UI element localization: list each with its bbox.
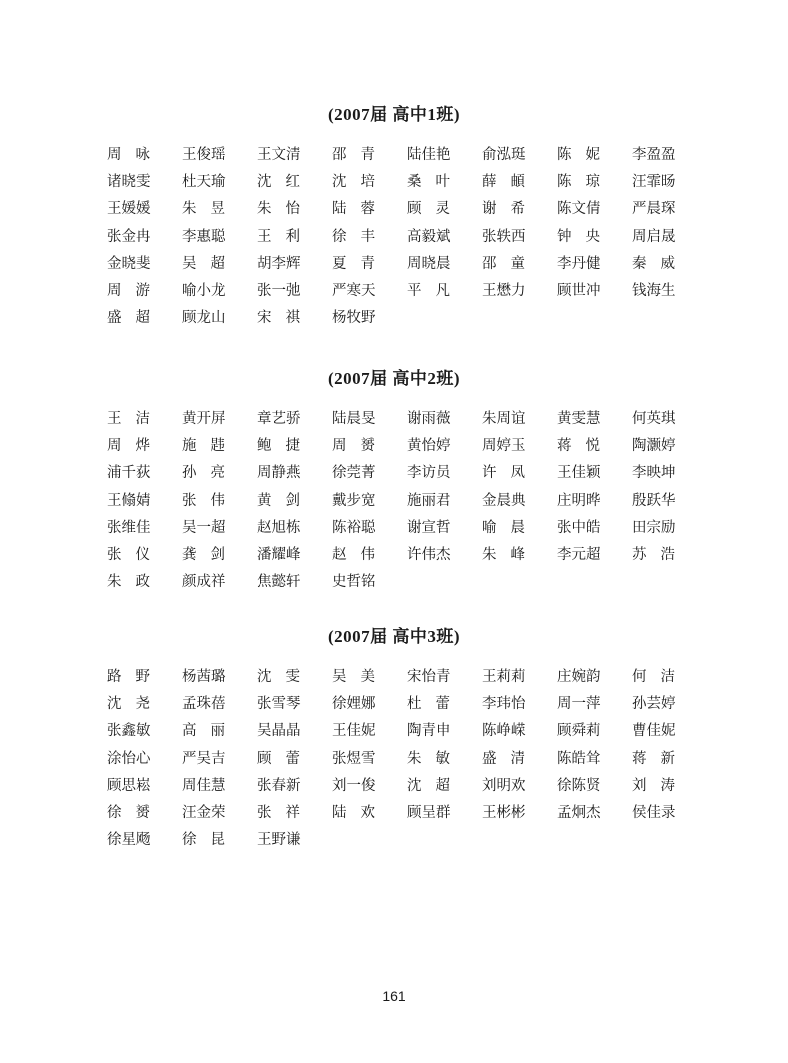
student-name: 李元超 <box>557 547 601 564</box>
student-name: 吴一超 <box>182 519 226 536</box>
student-name: 周赟 <box>332 438 389 455</box>
student-name: 桑叶 <box>407 174 464 191</box>
student-name: 潘耀峰 <box>257 547 301 564</box>
student-name: 龚剑 <box>182 547 239 564</box>
name-row <box>0 222 788 249</box>
section-heading: (2007届 高中3班) <box>327 627 461 646</box>
name-row <box>0 771 788 798</box>
student-name: 沈尧 <box>107 696 164 713</box>
student-name: 周启晟 <box>632 228 676 245</box>
student-name: 王利 <box>257 228 314 245</box>
name-row <box>0 744 788 771</box>
class-section-3 <box>0 622 788 852</box>
student-name: 蒋新 <box>632 750 689 767</box>
name-row <box>0 194 788 221</box>
student-name: 周佳慧 <box>182 777 226 794</box>
student-name: 谢宣哲 <box>407 519 451 536</box>
student-name: 周晓晨 <box>407 255 451 272</box>
student-name: 喻小龙 <box>182 283 226 300</box>
student-name: 孟炯杰 <box>557 805 601 822</box>
student-name: 侯佳录 <box>632 805 676 822</box>
student-name: 戴步宽 <box>332 492 376 509</box>
student-name: 吴美 <box>332 669 389 686</box>
student-name: 黄雯慧 <box>557 411 601 428</box>
student-name: 高丽 <box>182 723 239 740</box>
student-name: 王翛婧 <box>107 492 151 509</box>
student-name: 朱昱 <box>182 201 239 218</box>
student-name: 严晨琛 <box>632 201 676 218</box>
student-name: 沈超 <box>407 777 464 794</box>
student-name: 顾世冲 <box>557 283 601 300</box>
student-name: 庄婉韵 <box>557 669 601 686</box>
student-name: 陈文倩 <box>557 201 601 218</box>
student-name: 黄剑 <box>257 492 314 509</box>
student-name: 章艺骄 <box>257 411 301 428</box>
student-name: 涂怡心 <box>107 750 151 767</box>
name-grid <box>0 404 788 594</box>
student-name: 张一弛 <box>257 283 301 300</box>
student-name: 张伟 <box>182 492 239 509</box>
name-row <box>0 458 788 485</box>
student-name: 张祥 <box>257 805 314 822</box>
student-name: 陆欢 <box>332 805 389 822</box>
student-name: 杨茜璐 <box>182 669 226 686</box>
name-row <box>0 404 788 431</box>
student-name: 鲍捷 <box>257 438 314 455</box>
student-name: 何英琪 <box>632 411 676 428</box>
student-name: 顾呈群 <box>407 805 451 822</box>
student-name: 周咏 <box>107 147 164 164</box>
student-name: 路野 <box>107 669 164 686</box>
student-name: 高毅斌 <box>407 228 451 245</box>
student-name: 诸晓雯 <box>107 174 151 191</box>
name-row <box>0 540 788 567</box>
name-row <box>0 716 788 743</box>
student-name: 李访员 <box>407 465 451 482</box>
student-name: 曹佳妮 <box>632 723 676 740</box>
student-name: 朱敏 <box>407 750 464 767</box>
student-name: 王彬彬 <box>482 805 526 822</box>
name-row <box>0 689 788 716</box>
student-name: 黄开屏 <box>182 411 226 428</box>
student-name: 孙芸婷 <box>632 696 676 713</box>
student-name: 李丹健 <box>557 255 601 272</box>
student-name: 王俊瑶 <box>182 147 226 164</box>
student-name: 严寒天 <box>332 283 376 300</box>
name-row <box>0 140 788 167</box>
student-name: 周婷玉 <box>482 438 526 455</box>
student-name: 朱峰 <box>482 547 539 564</box>
student-name: 刘一俊 <box>332 777 376 794</box>
student-name: 严吴吉 <box>182 750 226 767</box>
student-name: 顾思崧 <box>107 777 151 794</box>
student-name: 殷跃华 <box>632 492 676 509</box>
student-name: 顾龙山 <box>182 310 226 327</box>
student-name: 汪金荣 <box>182 805 226 822</box>
name-row <box>0 825 788 852</box>
student-name: 盛清 <box>482 750 539 767</box>
student-name: 夏青 <box>332 255 389 272</box>
student-name: 蒋悦 <box>557 438 614 455</box>
name-row <box>0 167 788 194</box>
student-name: 李盈盈 <box>632 147 676 164</box>
name-row <box>0 276 788 303</box>
student-name: 徐娌娜 <box>332 696 376 713</box>
student-name: 俞泓珽 <box>482 147 526 164</box>
student-name: 杨牧野 <box>332 310 376 327</box>
student-name: 刘涛 <box>632 777 689 794</box>
student-name: 田宗励 <box>632 519 676 536</box>
student-name: 张鑫敏 <box>107 723 151 740</box>
student-name: 陈峥嵘 <box>482 723 526 740</box>
student-name: 许伟杰 <box>407 547 451 564</box>
student-name: 张金冉 <box>107 228 151 245</box>
student-name: 徐莞菁 <box>332 465 376 482</box>
student-name: 周烨 <box>107 438 164 455</box>
student-name: 陈妮 <box>557 147 614 164</box>
student-name: 吴超 <box>182 255 239 272</box>
student-name: 王文清 <box>257 147 301 164</box>
name-row <box>0 798 788 825</box>
student-name: 徐陈贤 <box>557 777 601 794</box>
student-name: 徐昆 <box>182 832 239 849</box>
student-name: 庄明晔 <box>557 492 601 509</box>
student-name: 施丽君 <box>407 492 451 509</box>
student-name: 王佳颖 <box>557 465 601 482</box>
student-name: 浦千荻 <box>107 465 151 482</box>
student-name: 宋祺 <box>257 310 314 327</box>
student-name: 王佳妮 <box>332 723 376 740</box>
student-name: 宋怡青 <box>407 669 451 686</box>
student-name: 陆佳艳 <box>407 147 451 164</box>
student-name: 张煜雪 <box>332 750 376 767</box>
student-name: 顾灵 <box>407 201 464 218</box>
student-name: 钱海生 <box>632 283 676 300</box>
student-name: 李映坤 <box>632 465 676 482</box>
name-grid <box>0 662 788 852</box>
student-name: 朱周谊 <box>482 411 526 428</box>
student-name: 周静燕 <box>257 465 301 482</box>
student-name: 张仪 <box>107 547 164 564</box>
student-name: 徐赟 <box>107 805 164 822</box>
student-name: 徐丰 <box>332 228 389 245</box>
student-name: 赵旭栋 <box>257 519 301 536</box>
student-name: 杜蕾 <box>407 696 464 713</box>
student-name: 盛超 <box>107 310 164 327</box>
student-name: 顾舜莉 <box>557 723 601 740</box>
student-name: 徐星飏 <box>107 832 151 849</box>
student-name: 颜成祥 <box>182 574 226 591</box>
student-name: 张轶西 <box>482 228 526 245</box>
student-name: 王莉莉 <box>482 669 526 686</box>
student-name: 秦威 <box>632 255 689 272</box>
student-name: 周游 <box>107 283 164 300</box>
student-name: 陈琼 <box>557 174 614 191</box>
student-name: 张雪琴 <box>257 696 301 713</box>
class-section-1 <box>0 100 788 330</box>
student-name: 陆蓉 <box>332 201 389 218</box>
section-heading: (2007届 高中2班) <box>327 369 461 388</box>
student-name: 汪霏旸 <box>632 174 676 191</box>
student-name: 刘明欢 <box>482 777 526 794</box>
student-name: 李惠聪 <box>182 228 226 245</box>
student-name: 邵青 <box>332 147 389 164</box>
student-name: 施韪 <box>182 438 239 455</box>
section-heading: (2007届 高中1班) <box>327 105 461 124</box>
class-section-2 <box>0 364 788 594</box>
student-name: 朱怡 <box>257 201 314 218</box>
student-name: 王懋力 <box>482 283 526 300</box>
student-name: 张中皓 <box>557 519 601 536</box>
student-name: 王洁 <box>107 411 164 428</box>
name-row <box>0 486 788 513</box>
name-row <box>0 249 788 276</box>
student-name: 孟珠蓓 <box>182 696 226 713</box>
student-name: 谢希 <box>482 201 539 218</box>
student-name: 赵伟 <box>332 547 389 564</box>
student-name: 王媛媛 <box>107 201 151 218</box>
student-name: 张春新 <box>257 777 301 794</box>
student-name: 何洁 <box>632 669 689 686</box>
student-name: 陶青申 <box>407 723 451 740</box>
student-name: 沈培 <box>332 174 389 191</box>
student-name: 陈皓耸 <box>557 750 601 767</box>
name-row <box>0 431 788 458</box>
student-name: 喻晨 <box>482 519 539 536</box>
student-name: 黄怡婷 <box>407 438 451 455</box>
student-name: 平凡 <box>407 283 464 300</box>
student-name: 王野谦 <box>257 832 301 849</box>
student-name: 陆晨旻 <box>332 411 376 428</box>
name-row <box>0 303 788 330</box>
student-name: 钟央 <box>557 228 614 245</box>
student-name: 张维佳 <box>107 519 151 536</box>
student-name: 苏浩 <box>632 547 689 564</box>
student-name: 杜天瑜 <box>182 174 226 191</box>
student-name: 沈雯 <box>257 669 314 686</box>
student-name: 金晓斐 <box>107 255 151 272</box>
name-row <box>0 567 788 594</box>
student-name: 许凤 <box>482 465 539 482</box>
student-name: 陈裕聪 <box>332 519 376 536</box>
student-name: 吴晶晶 <box>257 723 301 740</box>
student-name: 孙亮 <box>182 465 239 482</box>
name-row <box>0 662 788 689</box>
page-number: 161 <box>382 988 406 1004</box>
student-name: 焦懿轩 <box>257 574 301 591</box>
student-name: 史哲铭 <box>332 574 376 591</box>
student-name: 金晨典 <box>482 492 526 509</box>
student-name: 沈红 <box>257 174 314 191</box>
student-name: 周一萍 <box>557 696 601 713</box>
student-name: 谢雨薇 <box>407 411 451 428</box>
student-name: 朱政 <box>107 574 164 591</box>
student-name: 邵童 <box>482 255 539 272</box>
name-grid <box>0 140 788 330</box>
student-name: 陶灏婷 <box>632 438 676 455</box>
name-row <box>0 513 788 540</box>
student-name: 胡李辉 <box>257 255 301 272</box>
student-name: 顾蕾 <box>257 750 314 767</box>
student-name: 薛頔 <box>482 174 539 191</box>
student-name: 李玮怡 <box>482 696 526 713</box>
